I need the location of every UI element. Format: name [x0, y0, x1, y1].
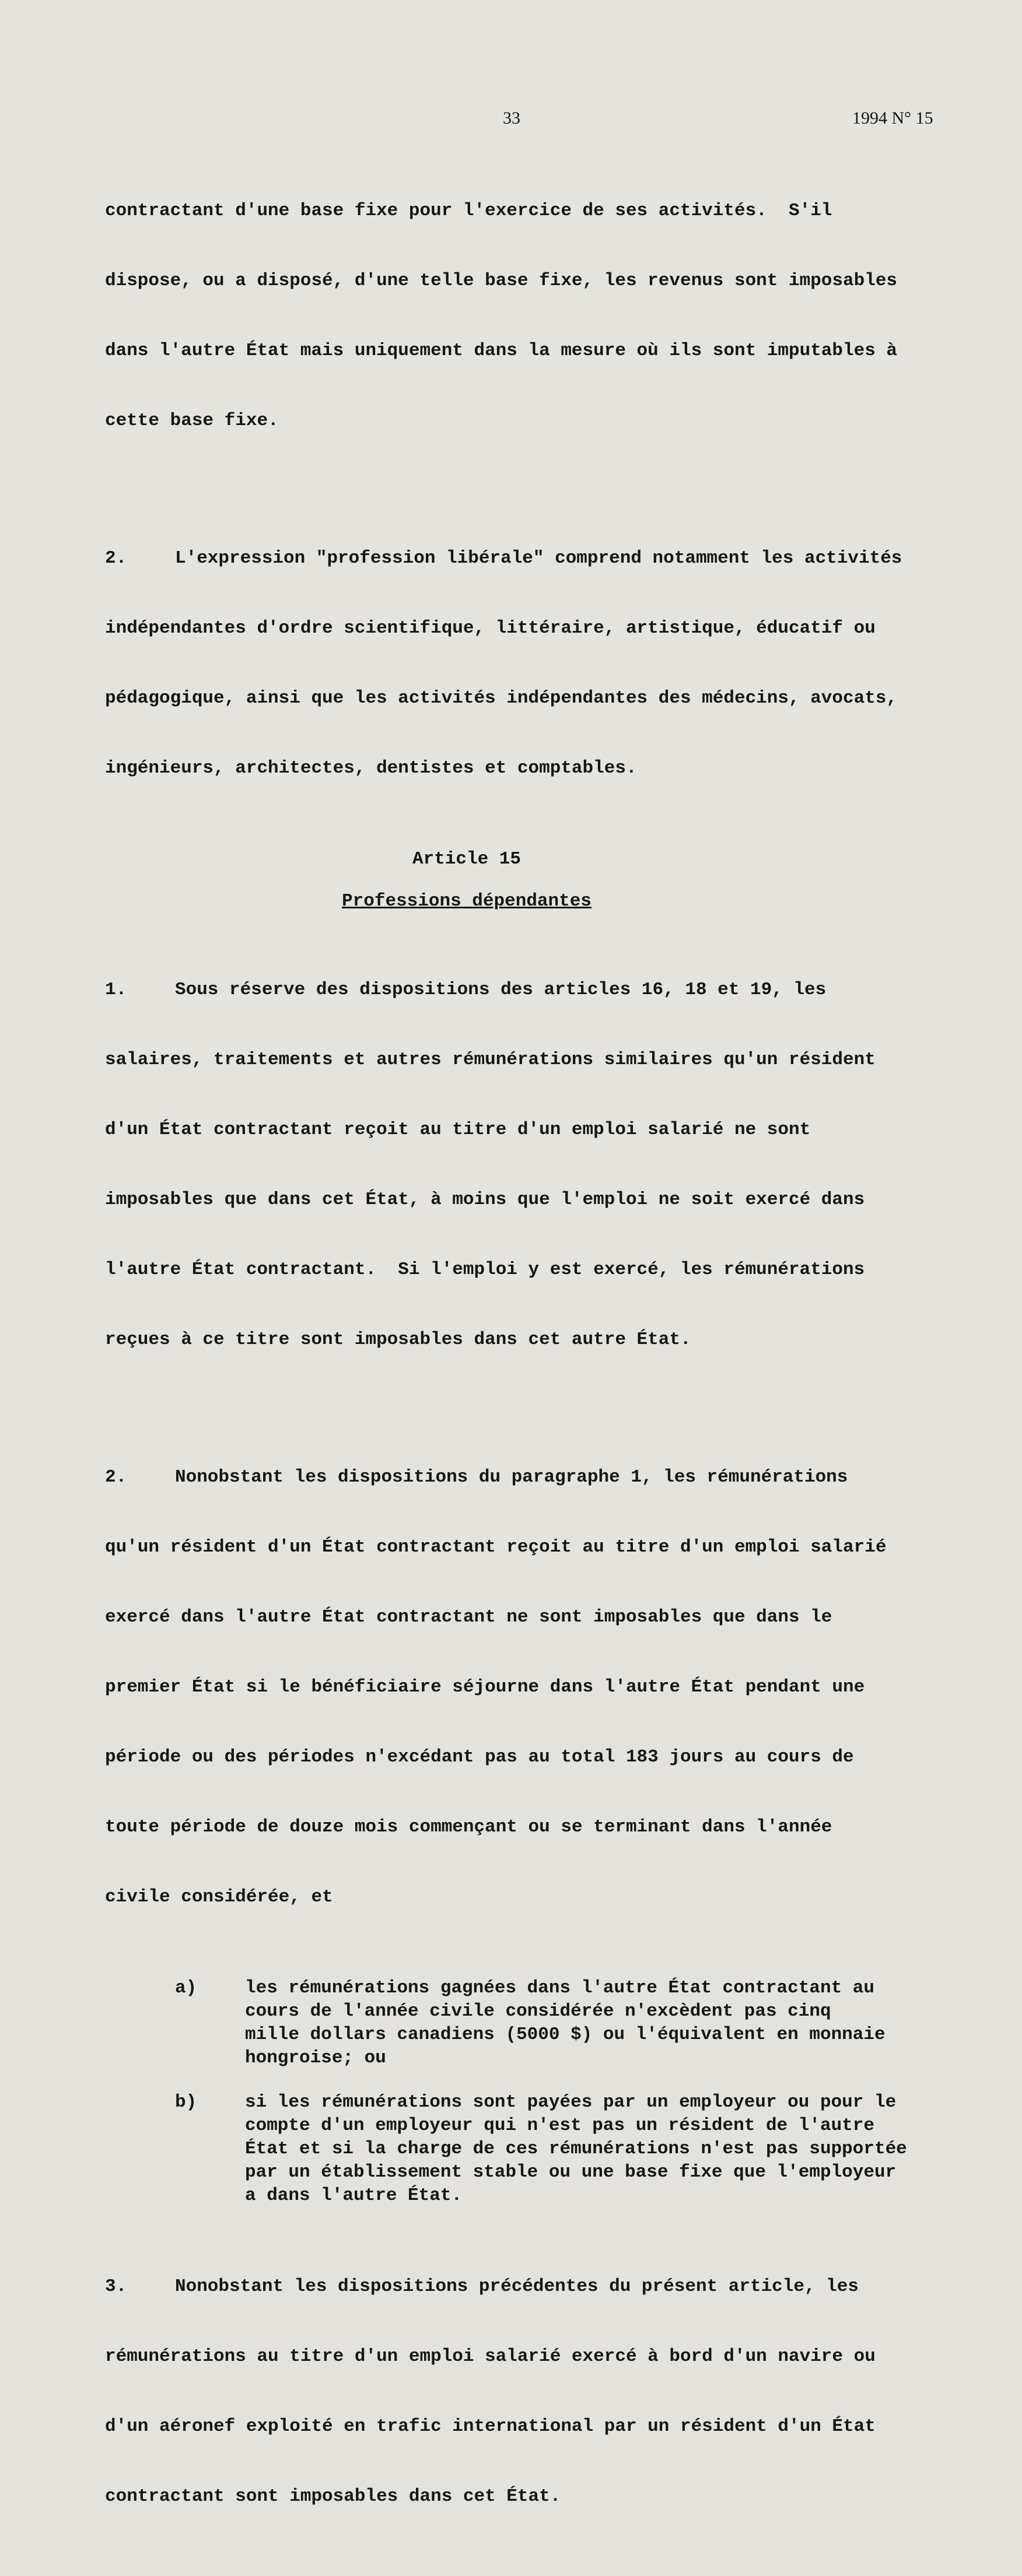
text-line: dispose, ou a disposé, d'une telle base fixe, les revenus sont imposables	[105, 271, 898, 291]
paragraph-15-2	[105, 1419, 904, 1956]
text-line: période ou des périodes n'excédant pas au total 183 jours au cours de	[105, 1747, 854, 1767]
text-line: reçues à ce titre sont imposables dans cet autre État.	[105, 1329, 691, 1350]
text-line: Sous réserve des dispositions des articles 16, 18 et 19, les	[175, 980, 827, 1000]
text-line: si les rémunérations sont payées par un employeur ou pour le	[245, 2092, 897, 2112]
text-line: a dans l'autre État.	[245, 2185, 463, 2206]
text-line: ingénieurs, architectes, dentistes et comptables.	[105, 758, 637, 778]
paragraph-15-1	[105, 932, 904, 1398]
text-line: les rémunérations gagnées dans l'autre État contractant au	[245, 1978, 874, 1998]
article-subtitle: Professions dépendantes	[342, 891, 592, 911]
text-line: contractant d'une base fixe pour l'exercice de ses activités. S'il	[105, 201, 832, 221]
paragraph-number: 2.	[105, 1467, 127, 1487]
text-line: l'autre État contractant. Si l'emploi y est exercé, les rémunérations	[105, 1259, 865, 1280]
continuation-paragraph	[105, 153, 904, 479]
text-line: indépendantes d'ordre scientifique, littéraire, artistique, éducatif ou	[105, 618, 876, 638]
text-line: premier État si le bénéficiaire séjourne dans l'autre État pendant une	[105, 1677, 865, 1697]
text-line: État et si la charge de ces rémunérations n'est pas supportée	[245, 2139, 907, 2159]
sub-item-label: b)	[175, 2092, 197, 2112]
text-line: salaires, traitements et autres rémunérations similaires qu'un résident	[105, 1050, 876, 1070]
text-line: d'un aéronef exploité en trafic international par un résident d'un État	[105, 2416, 876, 2437]
issue-reference: 1994 N° 15	[852, 108, 933, 128]
text-line: exercé dans l'autre État contractant ne sont imposables que dans le	[105, 1607, 832, 1627]
text-line: Nonobstant les dispositions du paragraphe 1, les rémunérations	[175, 1467, 848, 1487]
text-line: imposables que dans cet État, à moins que l'emploi ne soit exercé dans	[105, 1189, 865, 1210]
sub-item-b	[105, 2091, 907, 2208]
sub-item-a	[105, 1977, 904, 2070]
text-line: pédagogique, ainsi que les activités indépendantes des médecins, avocats,	[105, 688, 898, 708]
text-line: Nonobstant les dispositions précédentes du présent article, les	[175, 2276, 859, 2297]
paragraph-14-2	[105, 500, 904, 827]
text-line: toute période de douze mois commençant ou se terminant dans l'année	[105, 1817, 832, 1837]
paragraph-number: 2.	[105, 548, 127, 568]
paragraph-number: 1.	[105, 980, 127, 1000]
article-title: Article 15	[412, 849, 522, 869]
text-line: mille dollars canadiens (5000 $) ou l'équivalent en monnaie	[245, 2024, 886, 2045]
text-line: hongroise; ou	[245, 2048, 386, 2068]
text-line: cette base fixe.	[105, 410, 279, 431]
sub-item-label: a)	[175, 1978, 197, 1998]
paragraph-number: 3.	[105, 2276, 127, 2297]
text-line: par un établissement stable ou une base fixe que l'employeur	[245, 2162, 897, 2182]
text-line: cours de l'année civile considérée n'excèdent pas cinq	[245, 2001, 831, 2022]
document-body	[105, 153, 907, 2576]
page-number: 33	[503, 108, 520, 128]
text-line: L'expression "profession libérale" comprend notamment les activités	[175, 548, 902, 568]
paragraph-15-3	[105, 2228, 904, 2555]
text-line: dans l'autre État mais uniquement dans la mesure où ils sont imputables à	[105, 341, 898, 361]
text-line: rémunérations au titre d'un emploi salarié exercé à bord d'un navire ou	[105, 2346, 876, 2367]
page-header	[0, 108, 1022, 132]
text-line: d'un État contractant reçoit au titre d'un emploi salarié ne sont	[105, 1119, 811, 1140]
text-line: contractant sont imposables dans cet État.	[105, 2486, 561, 2507]
text-line: civile considérée, et	[105, 1887, 333, 1907]
text-line: qu'un résident d'un État contractant reçoit au titre d'un emploi salarié	[105, 1537, 887, 1557]
text-line: compte d'un employeur qui n'est pas un résident de l'autre	[245, 2115, 874, 2136]
